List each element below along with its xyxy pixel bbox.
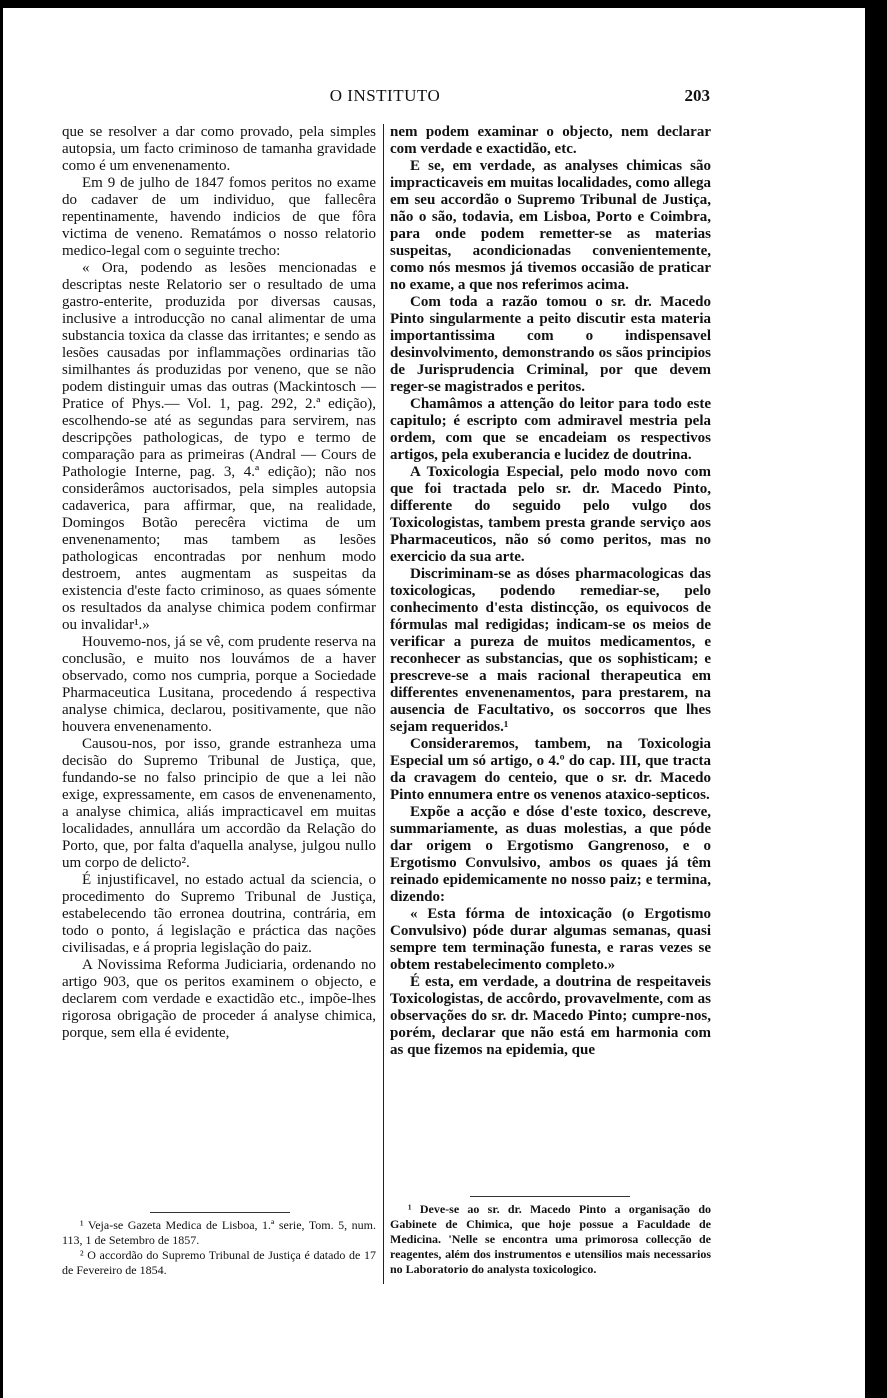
scan-border-right	[865, 0, 887, 1398]
page-number: 203	[684, 86, 710, 105]
footnotes-left	[62, 1218, 376, 1278]
footnote: ¹ Deve-se ao sr. dr. Macedo Pinto a organisação do Gabinete de Chimica, que hoje possue a Faculdade de Medicina. 'Nelle se encontra uma primorosa collecção de reagentes, além dos instrumentos e utensilios mais necessarios no Laboratorio do analysta toxicologico.	[390, 1202, 711, 1276]
paragraph: nem podem examinar o objecto, nem declarar com verdade e exactidão, etc.	[390, 124, 711, 157]
paragraph: É esta, em verdade, a doutrina de respeitaveis Toxicologistas, de accôrdo, provavelmente, com as observações do sr. dr. Macedo Pinto; cumpre-nos, porém, declarar que não está em harmonia com as que fizemos na epidemia, que	[390, 974, 711, 1058]
paragraph: que se resolver a dar como provado, pela simples autopsia, um facto criminoso de tamanha gravidade como é um envenenamento.	[62, 124, 376, 174]
left-column	[62, 124, 376, 1042]
footnotes-right	[390, 1202, 711, 1277]
paragraph: Chamâmos a attenção do leitor para todo este capitulo; é escripto com admiravel mestria pela ordem, com que se encadeiam os respectivos artigos, pela exuberancia e lucidez de doutrina.	[390, 396, 711, 463]
paragraph: Houvemo-nos, já se vê, com prudente reserva na conclusão, e muito nos louvámos de a haver observado, como nos cumpria, porque a Sociedade Pharmaceutica Lusitana, procedendo á respectiva analyse chimica, declarou, positivamente, que não houvera envenenamento.	[62, 634, 376, 735]
running-header	[60, 86, 710, 110]
quoted-paragraph: « Esta fórma de intoxicação (o Ergotismo Convulsivo) póde durar algumas semanas, quasi sempre tem terminação funesta, e raras vezes se obtem restabelecimento completo.»	[390, 906, 711, 973]
paragraph: Causou-nos, por isso, grande estranheza uma decisão do Supremo Tribunal de Justiça, que, fundando-se no falso principio de que a lei não exige, expressamente, em casos de envenenamento, a analyse chimica, aliás impracticavel em muitas localidades, annullára um accordão da Relação do Porto, que, por falta d'aquella analyse, julgou nullo um corpo de delicto².	[62, 736, 376, 871]
footnote-rule-right	[470, 1196, 630, 1197]
paragraph: Expõe a acção e dóse d'este toxico, descreve, summariamente, as duas molestias, a que póde dar origem o Ergotismo Gangrenoso, e o Ergotismo Convulsivo, ambos os quaes já têm reinado epidemicamente no nosso paiz; e termina, dizendo:	[390, 804, 711, 905]
paragraph: Em 9 de julho de 1847 fomos peritos no exame do cadaver de um individuo, que fallecêra repentinamente, havendo indicios de que fôra victima de veneno. Rematámos o nosso relatorio medico-legal com o seguinte trecho:	[62, 175, 376, 259]
footnote: ² O accordão do Supremo Tribunal de Justiça é datado de 17 de Fevereiro de 1854.	[62, 1248, 376, 1277]
paragraph: É injustificavel, no estado actual da sciencia, o procedimento do Supremo Tribunal de Justiça, estabelecendo tão erronea doutrina, contrária, em todo o ponto, á legislação e práctica das nações civilisadas, e á propria legislação do paiz.	[62, 872, 376, 956]
quoted-paragraph: « Ora, podendo as lesões mencionadas e descriptas neste Relatorio ser o resultado de uma gastro-enterite, produzida por diversas causas, inclusive a introducção no canal alimentar de uma substancia toxica da classe das irritantes; e sendo as lesões causadas por inflammações ordinarias tão similhantes ás produzidas por veneno, que se não podem distinguir umas das outras (Mackintosch — Pratice of Phys.— Vol. 1, pag. 292, 2.ª edição), escolhendo-se até as segundas para servirem, nas descripções pathologicas, de typo e termo de comparação para as primeiras (Andral — Cours de Pathologie Interne, pag. 3, 4.ª edição); não nos considerâmos auctorisados, pela simples autopsia cadaverica, para affirmar, que, na realidade, Domingos Botão perecêra victima de um envenenamento; mas tambem as lesões pathologicas encontradas por nenhum modo destroem, antes augmentam as suspeitas da existencia d'este facto criminoso, as quaes sómente os resultados da analyse chimica podem confirmar ou invalidar¹.»	[62, 260, 376, 633]
paragraph: E se, em verdade, as analyses chimicas são impracticaveis em muitas localidades, como allega em seu accordão o Supremo Tribunal de Justiça, não o são, todavia, em Lisboa, Porto e Coimbra, para onde podem remetter-se as materias suspeitas, acondicionadas convenientemente, como nós mesmos já tivemos occasião de praticar no exame, a que nos referimos acima.	[390, 158, 711, 293]
scan-border-left	[0, 0, 3, 1398]
right-column	[390, 124, 711, 1059]
paragraph: Com toda a razão tomou o sr. dr. Macedo Pinto singularmente a peito discutir esta materia importantissima com o indispensavel desinvolvimento, demonstrando os sãos principios de Jurisprudencia Criminal, por que devem reger-se magistrados e peritos.	[390, 294, 711, 395]
paragraph: A Novissima Reforma Judiciaria, ordenando no artigo 903, que os peritos examinem o objecto, e declarem com verdade e exactidão etc., impõe-lhes rigorosa obrigação de proceder á analyse chimica, porque, sem ella é evidente,	[62, 957, 376, 1041]
paragraph: Discriminam-se as dóses pharmacologicas das toxicologicas, podendo remediar-se, pelo conhecimento d'esta distincção, os equivocos de fórmulas mal redigidas; indicam-se os meios de verificar a pureza de muitos medicamentos, e reconhecer as substancias, que os sophisticam; e prescreve-se a mais racional therapeutica em differentes envenenamentos, para prestarem, na ausencia de Facultativo, os soccorros que lhes sejam requeridos.¹	[390, 566, 711, 735]
scan-border-top	[0, 0, 887, 8]
footnote-rule-left	[150, 1212, 290, 1213]
paragraph: Consideraremos, tambem, na Toxicologia Especial um só artigo, o 4.º do cap. III, que tracta da cravagem do centeio, que o sr. dr. Macedo Pinto ennumera entre os venenos ataxico-septicos.	[390, 736, 711, 803]
journal-title: O INSTITUTO	[329, 86, 441, 105]
footnote: ¹ Veja-se Gazeta Medica de Lisboa, 1.ª serie, Tom. 5, num. 113, 1 de Setembro de 1857.	[62, 1218, 376, 1247]
column-divider	[383, 124, 384, 1284]
paragraph: A Toxicologia Especial, pelo modo novo com que foi tractada pelo sr. dr. Macedo Pinto, differente do seguido pelo vulgo dos Toxicologistas, tambem presta grande serviço aos Pharmaceuticos, não só como peritos, mas no exercicio da sua arte.	[390, 464, 711, 565]
